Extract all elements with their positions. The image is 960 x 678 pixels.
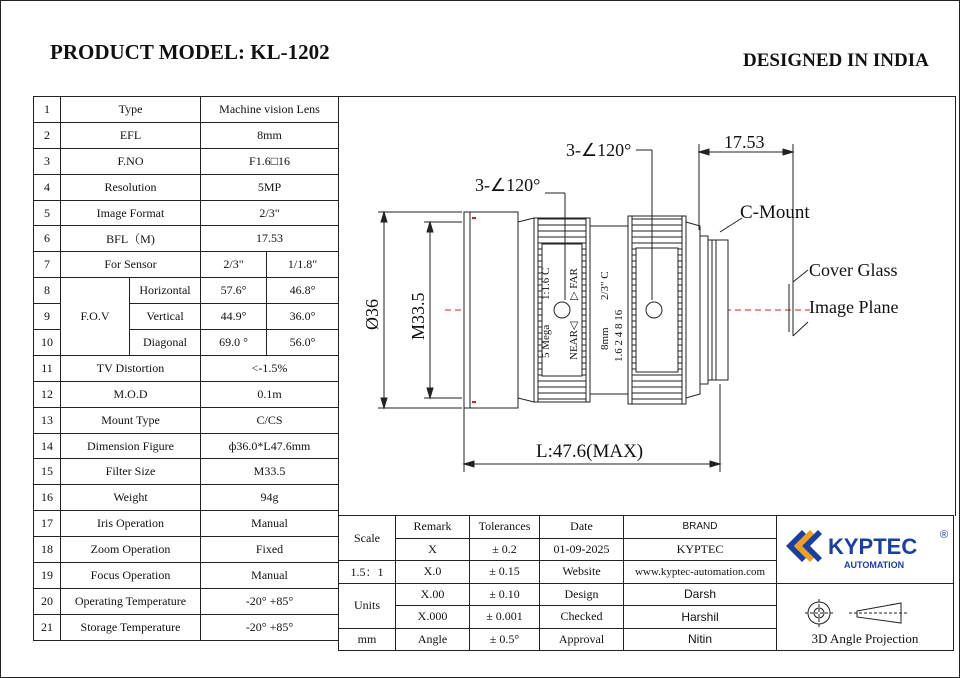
row-number: 9 (34, 304, 61, 330)
design-label: Design (540, 583, 624, 606)
spec-row (34, 226, 339, 252)
projection-cell (777, 583, 954, 651)
ring-marking: ▷ FAR (568, 268, 580, 300)
ring-marking: 1.6 2 4 8 16 (613, 309, 625, 362)
spec-label: Type (61, 97, 201, 123)
row-number: 20 (34, 588, 61, 614)
designed-in-label: DESIGNED IN INDIA (743, 50, 929, 71)
spec-label: For Sensor (61, 252, 201, 278)
spec-label: Focus Operation (61, 563, 201, 589)
spec-sublabel: Horizontal (130, 278, 201, 304)
spec-value: Fixed (201, 537, 339, 563)
spec-row (34, 511, 339, 537)
checked-value: Harshil (624, 606, 777, 629)
remark-cell: X.0 (396, 561, 470, 584)
spec-row (34, 563, 339, 589)
spec-value: 17.53 (201, 226, 339, 252)
tolerance-cell: ± 0.10 (470, 583, 540, 606)
projection-label: 3D Angle Projection (811, 631, 919, 646)
spec-value-b: 56.0° (267, 330, 339, 356)
ring-marking: NEAR◁ (568, 321, 580, 360)
design-value: Darsh (624, 583, 777, 606)
spec-label: Image Format (61, 200, 201, 226)
spec-value: F1.6□16 (201, 148, 339, 174)
spec-value-a: 2/3" (201, 252, 267, 278)
brand-header: BRAND (624, 516, 777, 539)
spec-label: TV Distortion (61, 355, 201, 381)
spec-value: M33.5 (201, 459, 339, 485)
product-model-title: PRODUCT MODEL: KL-1202 (50, 40, 330, 64)
row-number: 13 (34, 407, 61, 433)
tolerances-header: Tolerances (470, 516, 540, 539)
spec-row (34, 459, 339, 485)
lens-drawing (340, 98, 952, 512)
ring-marking: 1:1.6 C (540, 267, 552, 300)
ring-marking: 8mm (599, 327, 611, 350)
length-label: L:47.6(MAX) (536, 441, 644, 462)
logo-subtitle: AUTOMATION (844, 560, 905, 571)
spec-row (34, 433, 339, 459)
image-plane-marker (789, 270, 808, 336)
spec-row (34, 122, 339, 148)
angle-label-left: 3-∠120° (475, 175, 541, 195)
checked-label: Checked (540, 606, 624, 629)
ring-marking: 5 Mega (540, 324, 552, 358)
logo-text: KYPTEC (828, 534, 918, 560)
units-label: Units (339, 583, 396, 628)
row-number: 11 (34, 355, 61, 381)
spec-row (34, 485, 339, 511)
row-number: 19 (34, 563, 61, 589)
scale-label: Scale (339, 516, 396, 561)
tolerance-cell: ± 0.001 (470, 606, 540, 629)
spec-row (34, 588, 339, 614)
spec-label: Filter Size (61, 459, 201, 485)
projection-symbol (805, 595, 925, 631)
spec-row (34, 614, 339, 640)
spec-value-a: 44.9° (201, 304, 267, 330)
fov-group-label: F.O.V (61, 278, 130, 356)
spec-value-a: 69.0 ° (201, 330, 267, 356)
remark-cell: X (396, 538, 470, 561)
angle-label-top: 3-∠120° (566, 140, 632, 160)
row-number: 15 (34, 459, 61, 485)
website-label: Website (540, 561, 624, 584)
row-number: 3 (34, 148, 61, 174)
scale-value: 1.5：1 (339, 561, 396, 584)
spec-value: C/CS (201, 407, 339, 433)
spec-value-b: 1/1.8" (267, 252, 339, 278)
c-mount-label: C-Mount (740, 202, 810, 223)
bfl-label: 17.53 (724, 132, 765, 152)
spec-value: Manual (201, 511, 339, 537)
spec-value-b: 46.8° (267, 278, 339, 304)
spec-value: 5MP (201, 174, 339, 200)
spec-sublabel: Vertical (130, 304, 201, 330)
spec-sublabel: Diagonal (130, 330, 201, 356)
remark-header: Remark (396, 516, 470, 539)
thread-label: M33.5 (408, 292, 428, 340)
row-number: 2 (34, 122, 61, 148)
row-number: 10 (34, 330, 61, 356)
spec-label: Dimension Figure (61, 433, 201, 459)
ring-marking: 2/3" C (599, 271, 611, 300)
remark-cell: Angle (396, 628, 470, 651)
remark-cell: X.00 (396, 583, 470, 606)
spec-label: Resolution (61, 174, 201, 200)
spec-value-a: 57.6° (201, 278, 267, 304)
spec-label: Weight (61, 485, 201, 511)
spec-row (34, 537, 339, 563)
row-number: 6 (34, 226, 61, 252)
spec-value: 2/3" (201, 200, 339, 226)
table-row (339, 583, 954, 606)
title-block (338, 515, 954, 651)
spec-value: ф36.0*L47.6mm (201, 433, 339, 459)
spec-label: BFL（M) (61, 226, 201, 252)
image-plane-label: Image Plane (809, 297, 899, 317)
cover-glass-label: Cover Glass (809, 260, 898, 280)
row-number: 4 (34, 174, 61, 200)
spec-row (34, 200, 339, 226)
website-value: www.kyptec-automation.com (624, 561, 777, 584)
spec-table (33, 96, 339, 641)
screw-hole (646, 302, 662, 318)
spec-row (34, 148, 339, 174)
spec-label: Zoom Operation (61, 537, 201, 563)
spec-label: Operating Temperature (61, 588, 201, 614)
kyptec-logo (777, 516, 954, 584)
spec-row (34, 174, 339, 200)
logo-registered-mark: ® (940, 529, 949, 542)
spec-row (34, 355, 339, 381)
spec-label: Storage Temperature (61, 614, 201, 640)
spec-label: Mount Type (61, 407, 201, 433)
remark-cell: X.000 (396, 606, 470, 629)
row-number: 7 (34, 252, 61, 278)
tolerance-cell: ± 0.2 (470, 538, 540, 561)
spec-row (34, 381, 339, 407)
row-number: 16 (34, 485, 61, 511)
spec-row (34, 97, 339, 123)
spec-row (34, 252, 339, 278)
spec-value: 94g (201, 485, 339, 511)
row-number: 18 (34, 537, 61, 563)
approval-value: Nitin (624, 628, 777, 651)
spec-label: EFL (61, 122, 201, 148)
spec-label: M.O.D (61, 381, 201, 407)
date-value: 01-09-2025 (540, 538, 624, 561)
spec-label: Iris Operation (61, 511, 201, 537)
tolerance-cell: ± 0.15 (470, 561, 540, 584)
spec-value-b: 36.0° (267, 304, 339, 330)
spec-value: <-1.5% (201, 355, 339, 381)
row-number: 8 (34, 278, 61, 304)
units-value: mm (339, 628, 396, 651)
brand-value: KYPTEC (624, 538, 777, 561)
spec-value: Manual (201, 563, 339, 589)
spec-row (34, 407, 339, 433)
spec-label: F.NO (61, 148, 201, 174)
tolerance-cell: ± 0.5° (470, 628, 540, 651)
row-number: 12 (34, 381, 61, 407)
approval-label: Approval (540, 628, 624, 651)
spec-value: Machine vision Lens (201, 97, 339, 123)
spec-value: 0.1m (201, 381, 339, 407)
row-number: 17 (34, 511, 61, 537)
row-number: 14 (34, 433, 61, 459)
screw-hole (554, 302, 570, 318)
spec-value: -20° +85° (201, 588, 339, 614)
dia-label: Ø36 (362, 299, 382, 330)
row-number: 21 (34, 614, 61, 640)
spec-value: -20° +85° (201, 614, 339, 640)
date-header: Date (540, 516, 624, 539)
table-row (339, 516, 954, 539)
lens-body (464, 212, 728, 408)
row-number: 5 (34, 200, 61, 226)
spec-row (34, 278, 339, 304)
spec-value: 8mm (201, 122, 339, 148)
row-number: 1 (34, 97, 61, 123)
